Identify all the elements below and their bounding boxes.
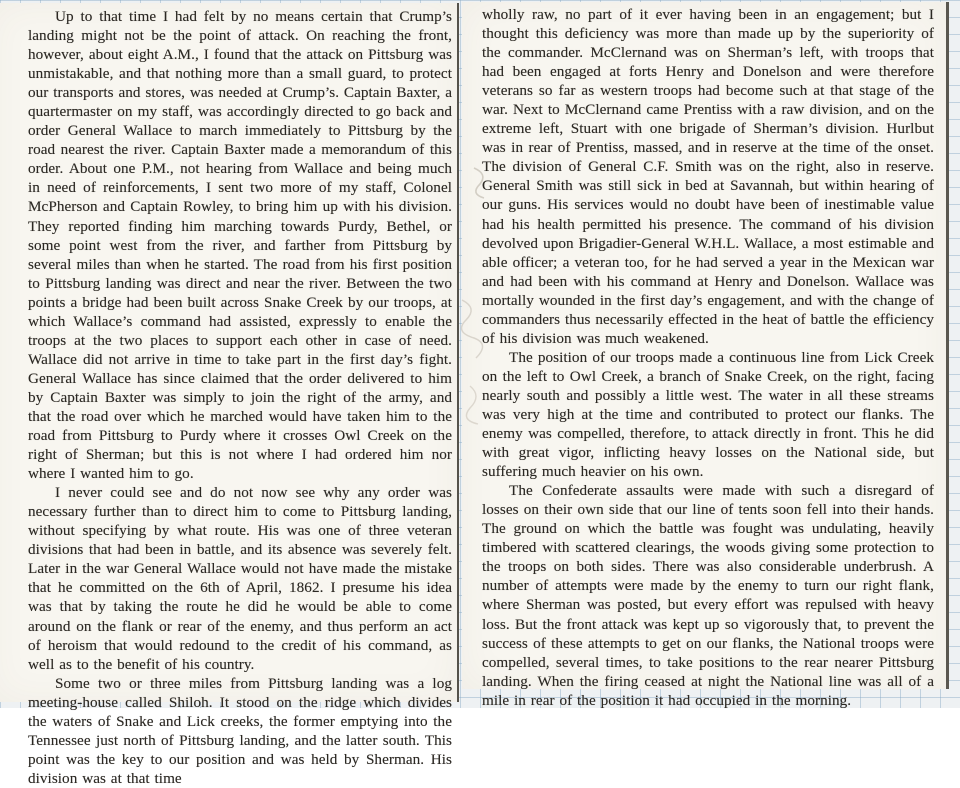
paragraph: Up to that time I had felt by no means certain that Crump’s landing might not be the point of attack. On reaching the front, however, about eight A.M., I found that the attack on Pittsburg was unmistakable, and that nothing more than a small guard, to protect our transports and stores, was needed at Crump’s. Captain Baxter, a quartermaster on my staff, was accordingly directed to go back and order General Wallace to march immediately to Pittsburg by the road nearest the river. Captain Baxter made a memorandum of this order. About one P.M., not hearing from Wallace and being much in need of reinforcements, I sent two more of my staff, Colonel McPherson and Captain Rowley, to bring him up with his division. They reported finding him marching towards Purdy, Bethel, or some point west from the river, and farther from Pittsburg by several miles than when he started. The road from his first position to Pittsburg landing was direct and near the river. Between the two points a bridge had been built across Snake Creek by our troops, at which Wallace’s command had assisted, expressly to enable the troops at the two places to support each other in case of need. Wallace did not arrive in time to take part in the first day’s fight. General Wallace has since claimed that the order delivered to him by Captain Baxter was simply to join the right of the army, and that the road over which he marched would have taken him to the road from Pittsburg to Purdy where it crosses Owl Creek on the right of Sherman; but this is not where I had ordered him nor where I wanted him to go. [28, 8, 452, 483]
paragraph: The Confederate assaults were made with such a disregard of losses on their own side that our line of tents soon fell into their hands. The ground on which the battle was fought was undulating, heavily timbered with scattered clearings, the woods giving some protection to the troops on both sides. There was also considerable underbrush. A number of attempts were made by the enemy to turn our right flank, where Sherman was posted, but every effort was repulsed with heavy loss. But the front attack was kept up so vigorously that, to prevent the success of these attempts to get on our flanks, the National troops were compelled, several times, to take positions to the rear nearer Pittsburg landing. When the firing ceased at night the National line was all of a mile in rear of the position it had occupied in the morning. [482, 482, 934, 709]
text-column-right [482, 5, 934, 710]
paragraph: The position of our troops made a continuous line from Lick Creek on the left to Owl Creek, a branch of Snake Creek, on the right, facing nearly south and possibly a little west. The water in all these streams was very high at the time and contributed to protect our flanks. The enemy was compelled, therefore, to attack directly in front. This he did with great vigor, inflicting heavy losses on the National side, but suffering much heavier on his own. [482, 348, 934, 481]
paragraph: I never could see and do not now see why any order was necessary further than to direct him to come to Pittsburg landing, without specifying by what route. His was one of three veteran divisions that had been in battle, and its absence was severely felt. Later in the war General Wallace would not have made the mistake that he committed on the 6th of April, 1862. I presume his idea was that by taking the route he did he would be able to come around on the flank or rear of the enemy, and thus perform an act of heroism that would redound to the credit of his command, as well as to the benefit of his country. [28, 484, 452, 673]
paragraph-continuation: wholly raw, no part of it ever having been in an engagement; but I thought this deficiency was more than made up by the superiority of the commander. McClernand was on Sherman’s left, with troops that had been engaged at forts Henry and Donelson and were therefore veterans so far as western troops had become such at that stage of the war. Next to McClernand came Prentiss with a raw division, and on the extreme left, Stuart with one brigade of Sherman’s division. Hurlbut was in rear of Prentiss, massed, and in reserve at the time of the onset. The division of General C.F. Smith was on the right, also in reserve. General Smith was still sick in bed at Savannah, but within hearing of our guns. His services would no doubt have been of inestimable value had his health permitted his presence. The command of his division devolved upon Brigadier-General W.H.L. Wallace, a most estimable and able officer; a veteran too, for he had served a year in the Mexican war and had been with his command at Henry and Donelson. Wallace was mortally wounded in the first day’s engagement, and with the change of commanders thus necessarily effected in the heat of battle the efficiency of his division was much weakened. [482, 6, 934, 347]
paragraph: Some two or three miles from Pittsburg landing was a log meeting-house called Shiloh. It stood on the ridge which divides the waters of Snake and Lick creeks, the former emptying into the Tennessee just north of Pittsburg landing, and the latter south. This point was the key to our position and was held by Sherman. His division was at that time [28, 674, 452, 787]
text-column-left [28, 7, 452, 788]
